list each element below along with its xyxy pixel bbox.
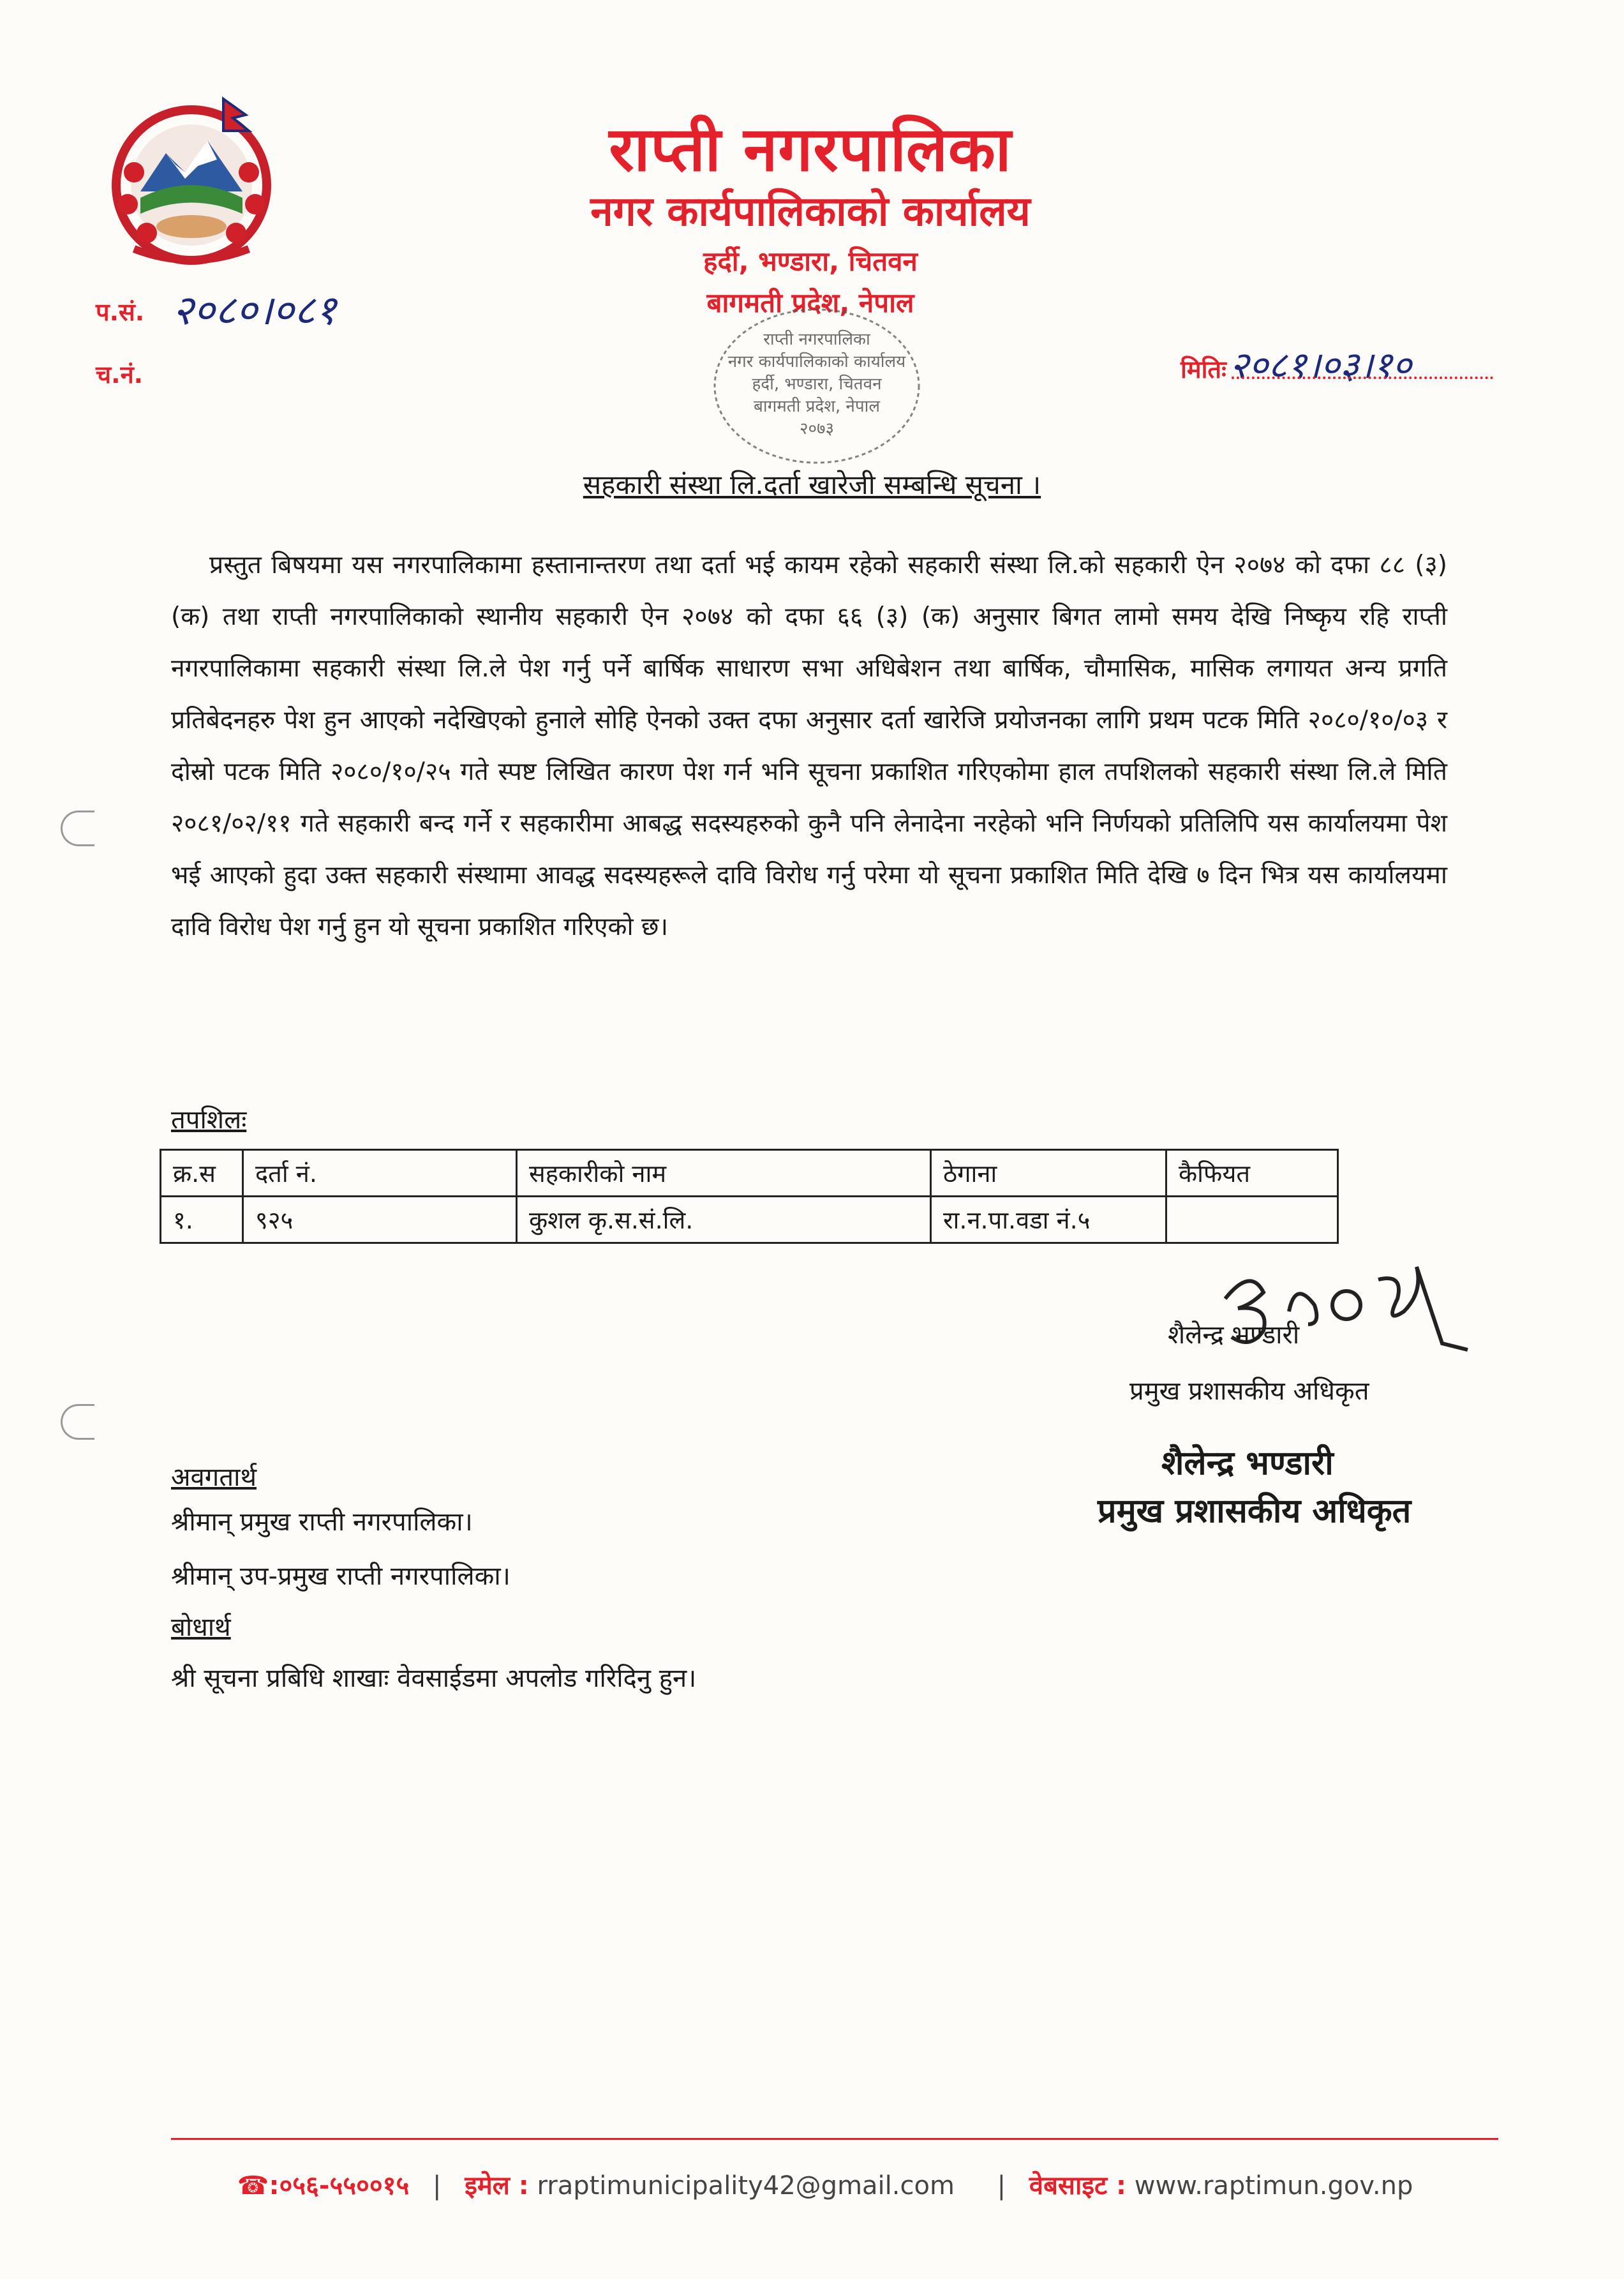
title-stamp: प्रमुख प्रशासकीय अधिकृत (1098, 1492, 1412, 1530)
cell-registration-no: ९२५ (243, 1197, 517, 1243)
notice-body (171, 539, 1447, 953)
header-cooperative-name: सहकारीको नाम (517, 1150, 931, 1197)
header-serial: क्र.स (161, 1150, 243, 1197)
address-line-1: हर्दी, भण्डारा, चितवन (703, 246, 918, 277)
punch-hole-bottom (61, 1404, 94, 1440)
stamp-line-3: हर्दी, भण्डारा, चितवन (752, 375, 882, 394)
stamp-line-2: नगर कार्यपालिकाको कार्यालय (727, 352, 906, 371)
table-header-row (161, 1150, 1338, 1197)
date-field (1181, 338, 1412, 389)
footer-separator: | (432, 2171, 442, 2201)
address-line-2: बागमती प्रदेश, नेपाल (706, 287, 914, 318)
footer-website-label: वेबसाइट : (1029, 2171, 1127, 2201)
table-title: तपशिलः (171, 1105, 247, 1135)
bodharth-heading: बोधार्थ (171, 1613, 231, 1642)
footer-email-label: इमेल : (465, 2171, 529, 2201)
stamp-line-4: बागमती प्रदेश, नेपाल (754, 397, 880, 416)
header-registration-no: दर्ता नं. (243, 1150, 517, 1197)
signatory-title: प्रमुख प्रशासकीय अधिकृत (1129, 1377, 1369, 1406)
stamp-line-1: राप्ती नगरपालिका (763, 330, 870, 349)
cell-remarks (1166, 1197, 1338, 1243)
info-heading: अवगतार्थ (171, 1463, 257, 1492)
table-row (161, 1197, 1338, 1243)
date-value: २०८१।०३।१० (1229, 343, 1412, 387)
header-address: ठेगाना (931, 1150, 1166, 1197)
notice-subject: सहकारी संस्था लि.दर्ता खारेजी सम्बन्धि सूचना । (583, 469, 1041, 500)
footer-phone: :०५६-५५००१५ (269, 2171, 410, 2201)
cell-serial: १. (161, 1197, 243, 1243)
municipality-title: राप्ती नगरपालिका (609, 114, 1012, 185)
cell-address: रा.न.पा.वडा नं.५ (931, 1197, 1166, 1243)
header-remarks: कैफियत (1166, 1150, 1338, 1197)
telephone-icon: ☎ (237, 2171, 269, 2201)
nepal-emblem-icon (96, 96, 287, 268)
date-label: मितिः (1181, 355, 1226, 384)
cooperative-details-table (160, 1149, 1339, 1244)
punch-hole-top (61, 811, 94, 846)
footer-contact (171, 2167, 1498, 2202)
office-subtitle: नगर कार्यपालिकाको कार्यालय (590, 188, 1031, 235)
chalani-number-label: च.नं. (96, 361, 144, 389)
footer-divider (171, 2138, 1498, 2140)
info-recipient-1: श्रीमान् प्रमुख राप्ती नगरपालिका। (171, 1507, 473, 1537)
cell-cooperative-name: कुशल कृ.स.सं.लि. (517, 1197, 931, 1243)
footer-separator: | (997, 2171, 1006, 2201)
bodharth-recipient-1: श्री सूचना प्रबिधि शाखाः वेवसाईडमा अपलोड गरिदिनु हुन। (171, 1664, 697, 1693)
office-seal-stamp (696, 300, 938, 472)
footer-email[interactable]: rraptimunicipality42@gmail.com (537, 2171, 955, 2201)
footer-website[interactable]: www.raptimun.gov.np (1134, 2171, 1413, 2201)
patra-sankhya-value: २०८०।०८१ (172, 287, 337, 334)
stamp-line-5: २०७३ (799, 419, 835, 438)
signatory-name: शैलेन्द्र भण्डारी (1168, 1320, 1300, 1350)
patra-sankhya-label: प.सं. (96, 298, 145, 326)
name-stamp: शैलेन्द्र भण्डारी (1161, 1444, 1334, 1483)
info-recipient-2: श्रीमान् उप-प्रमुख राप्ती नगरपालिका। (171, 1562, 510, 1591)
date-dotted-line (1232, 377, 1493, 379)
body-paragraph: प्रस्तुत बिषयमा यस नगरपालिकामा हस्तानान्तरण तथा दर्ता भई कायम रहेको सहकारी संस्था लि.को सहकारी ऐन २०७४ को दफा ८८ (३)(क) तथा राप्ती नगरपालिकाको स्थानीय सहकारी ऐन २०७४ को दफा ६६ (३) (क) अनुसार बिगत लामो समय देखि निष्कृय रहि राप्ती नगरपालिकामा सहकारी संस्था लि.ले पेश गर्नु पर्ने बार्षिक साधारण सभा अधिबेशन तथा बार्षिक, चौमासिक, मासिक लगायत अन्य प्रगति प्रतिबेदनहरु पेश हुन आएको नदेखिएको हुनाले सोहि ऐनको उक्त दफा अनुसार दर्ता खारेजि प्रयोजनका लागि प्रथम पटक मिति २०८०/१०/०३ र दोस्रो पटक मिति २०८०/१०/२५ गते स्पष्ट लिखित कारण पेश गर्न भनि सूचना प्रकाशित गरिएकोमा हाल तपशिलको सहकारी संस्था लि.ले मिति २०८१/०२/११ गते सहकारी बन्द गर्ने र सहकारीमा आबद्ध सदस्यहरुको कुनै पनि लेनादेना नरहेको भनि निर्णयको प्रतिलिपि यस कार्यालयमा पेश भई आएको हुदा उक्त सहकारी संस्थामा आवद्ध सदस्यहरूले दावि विरोध गर्नु परेमा यो सूचना प्रकाशित मिति देखि ७ दिन भित्र यस कार्यालयमा दावि विरोध पेश गर्नु हुन यो सूचना प्रकाशित गरिएको छ। (171, 551, 1447, 941)
